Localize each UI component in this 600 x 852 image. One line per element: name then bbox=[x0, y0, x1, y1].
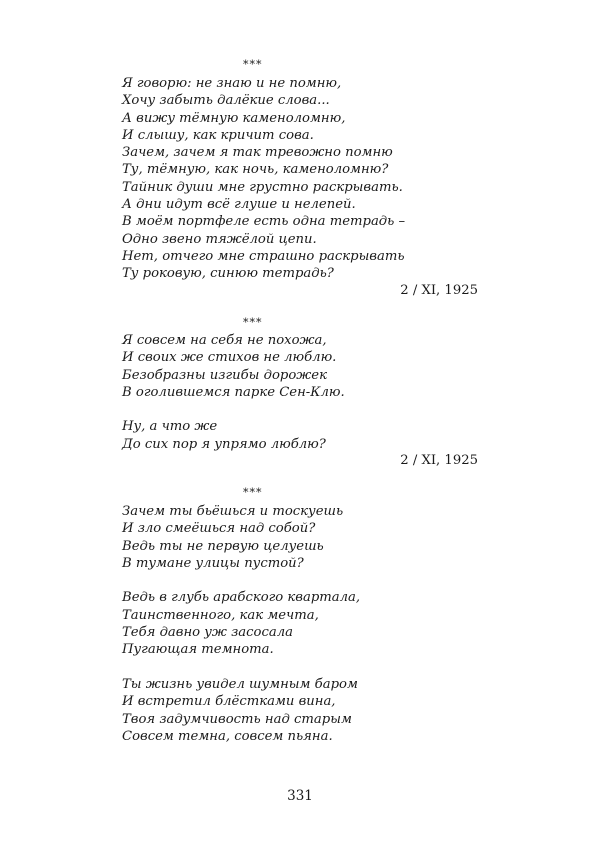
page-number: 331 bbox=[287, 788, 313, 804]
poem2-separator-stars: *** bbox=[243, 316, 263, 329]
poem2-body bbox=[122, 332, 482, 453]
poem1-line: Хочу забыть далёкие слова... bbox=[122, 93, 330, 109]
poem3-line: Зачем ты бьёшься и тоскуешь bbox=[122, 504, 344, 519]
poem3-line: Пугающая темнота. bbox=[122, 642, 274, 658]
poem3-line: Тебя давно уж засосала bbox=[122, 625, 294, 641]
stanza-gap bbox=[122, 572, 482, 589]
poem1-body bbox=[122, 75, 482, 283]
poem1-line: И слышу, как кричит сова. bbox=[122, 127, 314, 143]
poem3-line: Ты жизнь увидел шумным баром bbox=[122, 676, 358, 692]
poem3-line: И зло смеёшься над собой? bbox=[122, 521, 316, 537]
poem2-line: И своих же стихов не люблю. bbox=[122, 350, 337, 366]
poem3-separator-stars: *** bbox=[243, 486, 263, 499]
poem1-line: Я говорю: не знаю и не помню, bbox=[122, 76, 342, 91]
poem2-line: Я совсем на себя не похожа, bbox=[122, 333, 327, 348]
poem2-line: Ну, а что же bbox=[122, 419, 218, 435]
poem3-line: Ведь в глубь арабского квартала, bbox=[122, 590, 361, 606]
poem3-line: В тумане улицы пустой? bbox=[122, 555, 304, 571]
poem3-body bbox=[122, 503, 482, 745]
stanza-gap bbox=[122, 659, 482, 676]
poem1-line: А вижу тёмную каменоломню, bbox=[122, 110, 346, 126]
poem1-line: В моём портфеле есть одна тетрадь – bbox=[122, 214, 406, 230]
poem1-line: Ту роковую, синюю тетрадь? bbox=[122, 266, 334, 282]
poem1-date: 2 / XI, 1925 bbox=[400, 283, 478, 298]
poem1-line: Нет, отчего мне страшно раскрывать bbox=[122, 248, 405, 264]
poem1-separator-stars: *** bbox=[243, 58, 263, 71]
stanza-gap bbox=[122, 401, 482, 418]
poem3-line: Твоя задумчивость над старым bbox=[122, 711, 352, 727]
poem3-line: Таинственного, как мечта, bbox=[122, 607, 319, 623]
poem2-line: Безобразны изгибы дорожек bbox=[122, 367, 327, 383]
poem3-line: Ведь ты не первую целуешь bbox=[122, 538, 324, 554]
poem2-date: 2 / XI, 1925 bbox=[400, 453, 478, 468]
poem1-line: Зачем, зачем я так тревожно помню bbox=[122, 145, 393, 161]
poem3-line: Совсем темна, совсем пьяна. bbox=[122, 728, 333, 744]
poem1-line: А дни идут всё глуше и нелепей. bbox=[122, 197, 356, 213]
poem2-line: До сих пор я упрямо люблю? bbox=[122, 436, 326, 452]
poem1-line: Ту, тёмную, как ночь, каменоломню? bbox=[122, 162, 389, 178]
poem1-line: Тайник души мне грустно раскрывать. bbox=[122, 179, 403, 195]
poem2-line: В оголившемся парке Сен-Клю. bbox=[122, 384, 345, 400]
poem3-line: И встретил блёстками вина, bbox=[122, 694, 336, 710]
poem1-line: Одно звено тяжёлой цепи. bbox=[122, 231, 317, 247]
